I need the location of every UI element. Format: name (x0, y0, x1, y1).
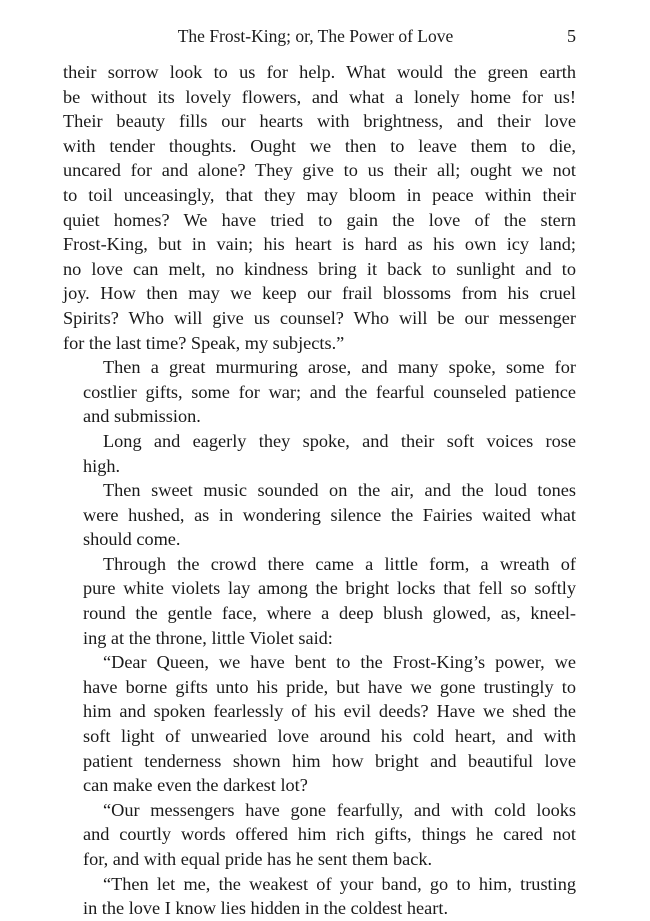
text-line: Their beauty fills our hearts with brightness, and their love (63, 111, 576, 132)
page-number: 5 (567, 26, 576, 46)
text-line: Then a great murmuring arose, and many spoke, some for (103, 357, 576, 378)
text-line: with tender thoughts. Ought we then to leave them to die, (63, 135, 576, 156)
text-line: him and spoken fearlessly of his evil deeds? Have we shed the (83, 701, 576, 722)
text-line: round the gentle face, where a deep blush glowed, as, kneel- (83, 603, 576, 624)
running-header (63, 23, 576, 49)
text-line: “Then let me, the weakest of your band, go to him, trusting (103, 873, 576, 894)
paragraph (63, 872, 576, 921)
paragraph (63, 60, 576, 355)
text-line: for the last time? Speak, my subjects.” (63, 332, 345, 353)
text-line: “Our messengers have gone fearfully, and with cold looks (103, 799, 576, 820)
text-line: to toil unceasingly, that they may bloom in peace within their (63, 184, 576, 205)
text-line: joy. How then may we keep our frail blossoms from his cruel (63, 283, 576, 304)
text-line: Spirits? Who will give us counsel? Who will be our messenger (63, 307, 576, 328)
text-line: can make even the darkest lot? (83, 775, 308, 796)
paragraph (63, 798, 576, 872)
paragraph (63, 478, 576, 552)
text-line: soft light of unwearied love around his cold heart, and with (83, 726, 576, 747)
text-line: and submission. (83, 406, 201, 427)
text-line: be without its lovely flowers, and what a lonely home for us! (63, 86, 576, 107)
text-line: patient tenderness shown him how bright and beautiful love (83, 750, 576, 771)
text-line: in the love I know lies hidden in the coldest heart. (83, 898, 449, 919)
text-line: uncared for and alone? They give to us their all; ought we not (63, 160, 576, 181)
paragraph (63, 355, 576, 429)
text-line: Frost-King, but in vain; his heart is hard as his own icy land; (63, 234, 576, 255)
paragraph (63, 650, 576, 798)
text-line: Through the crowd there came a little form, a wreath of (103, 553, 576, 574)
paragraph (63, 429, 576, 478)
text-line: “Dear Queen, we have bent to the Frost-King’s power, we (103, 652, 576, 673)
text-line: ing at the throne, little Violet said: (83, 627, 333, 648)
text-line: were hushed, as in wondering silence the Fairies waited what (83, 504, 576, 525)
text-line: no love can melt, no kindness bring it back to sunlight and to (63, 258, 576, 279)
text-line: high. (83, 455, 121, 476)
paragraph (63, 552, 576, 650)
text-line: Then sweet music sounded on the air, and the loud tones (103, 480, 576, 501)
text-line: quiet homes? We have tried to gain the love of the stern (63, 209, 576, 230)
text-line: should come. (83, 529, 181, 550)
body-text (63, 60, 576, 921)
text-line: for, and with equal pride has he sent them back. (83, 849, 433, 869)
text-line: costlier gifts, some for war; and the fearful counseled patience (83, 381, 576, 402)
text-line: pure white violets lay among the bright locks that fell so softly (83, 578, 576, 599)
text-line: Long and eagerly they spoke, and their soft voices rose (103, 430, 576, 451)
text-line: and courtly words offered him rich gifts, things he cared not (83, 824, 576, 845)
text-line: their sorrow look to us for help. What would the green earth (63, 62, 576, 82)
text-line: have borne gifts unto his pride, but have we gone trustingly to (83, 676, 576, 697)
running-title: The Frost-King; or, The Power of Love (177, 26, 454, 46)
